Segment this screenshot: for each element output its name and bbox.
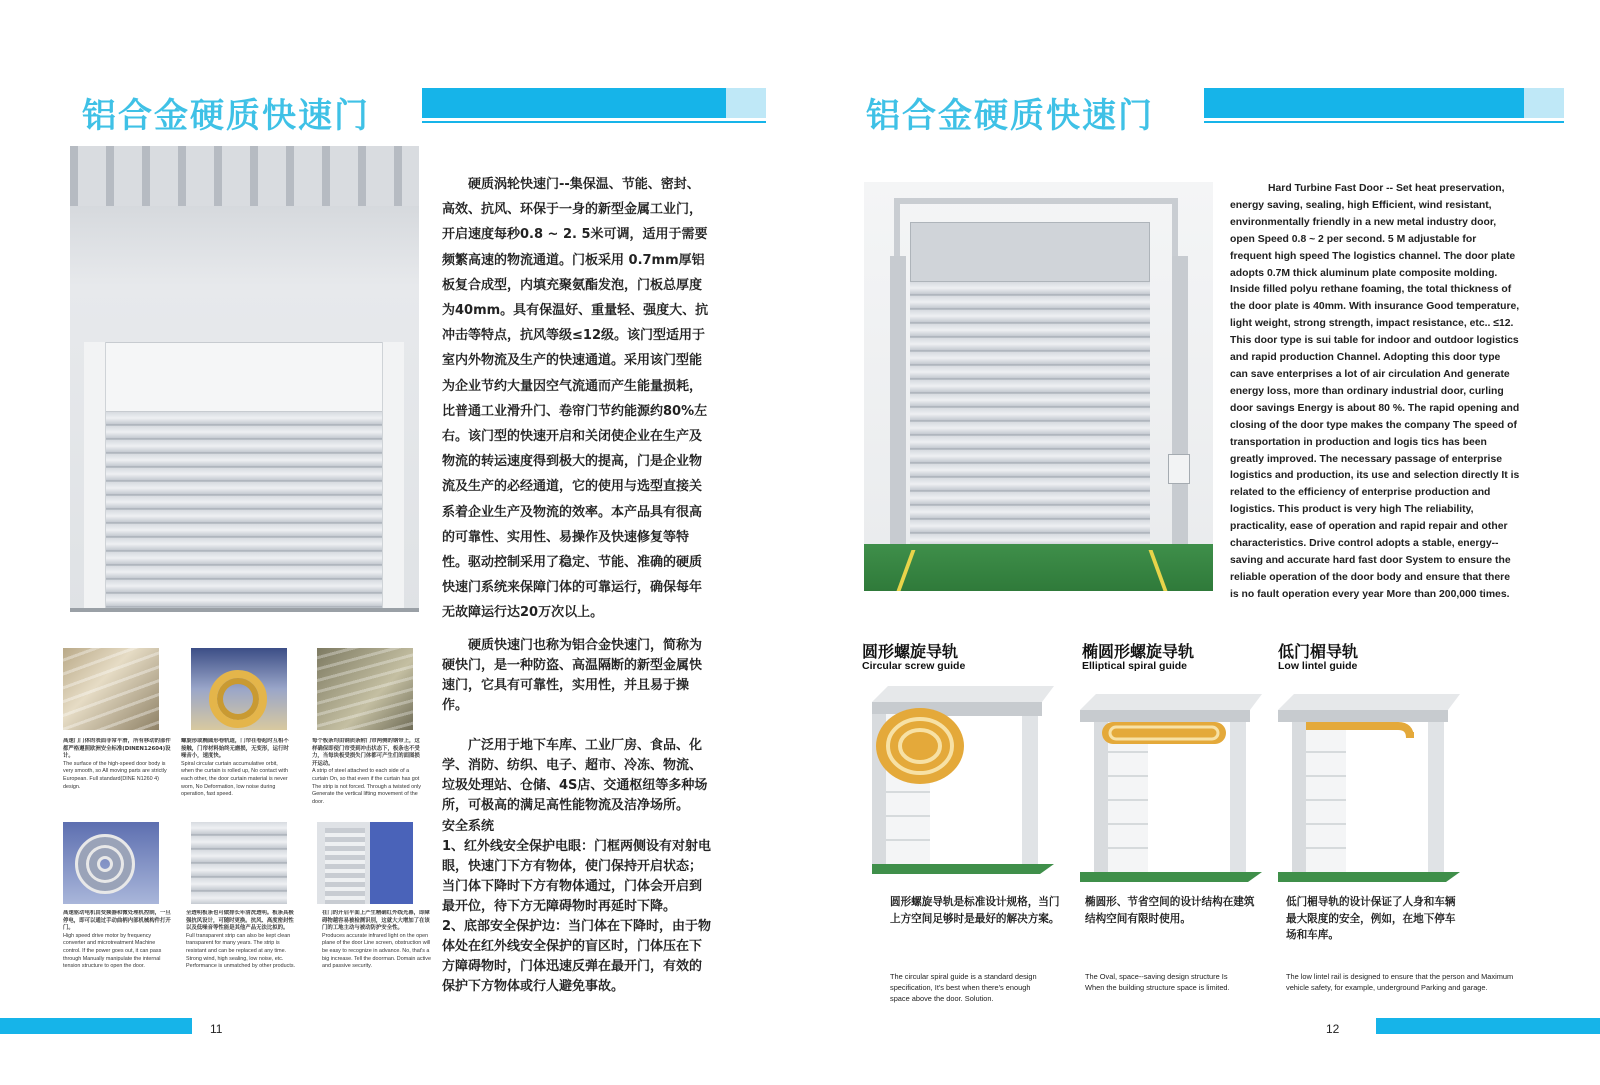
safety-item-1: 1、红外线安全保护电眼：门框两侧设有对射电眼，快速门下方有物体，使门保持开启状态；当门体下降时下方有物体通过，门体会开启到最开位，待下方无障碍物时再延时下降。 bbox=[442, 839, 712, 914]
page-12 bbox=[800, 0, 1600, 1085]
steel-frame-right bbox=[1172, 256, 1188, 546]
safety-item-2: 2、底部安全保护边：当门体在下降时，由于物体处在红外线安全保护的盲区时，门体压在下方障碍物时，门体迅速反弹在最开门，有效的保护下方物体或行人避免事故。 bbox=[442, 919, 712, 994]
intro-text bbox=[442, 172, 712, 626]
guide-subtitle-low-lintel: Low lintel guide bbox=[1278, 660, 1358, 672]
door-slats bbox=[910, 282, 1150, 544]
spiral-track-photo bbox=[191, 648, 287, 730]
steel-frame-left bbox=[890, 256, 906, 546]
footer-bar bbox=[0, 1018, 192, 1034]
frame-left-post bbox=[84, 342, 106, 612]
door-slats bbox=[106, 412, 382, 608]
ceiling-icon bbox=[70, 146, 419, 206]
door-panel-surface-photo bbox=[63, 648, 159, 730]
guide-subtitle-circular: Circular screw guide bbox=[862, 660, 966, 672]
title-accent-bar bbox=[422, 88, 766, 118]
safety-section bbox=[442, 817, 714, 997]
motor-drive-photo bbox=[63, 822, 159, 904]
title-accent-bar bbox=[1204, 88, 1564, 118]
floor-line bbox=[70, 608, 419, 612]
guide-title-circular: 圆形螺旋导轨 bbox=[862, 642, 959, 661]
circular-spiral-guide-diagram bbox=[872, 684, 1054, 874]
page-number: 12 bbox=[1326, 1022, 1340, 1036]
thumb-caption-6: 在门的开启平面上产生精确红外线光幕，即障碍物越容易被检测识别，这就大大增加了在该门的工地主动与被动防护安全性。 Produces accurate infrared light on the open plane of the door Line screen, obstruction will be easy to recognize in advance. No, that's a big increase. Tell the doorman. Domain active and passive security. bbox=[322, 910, 431, 970]
page-title: 铝合金硬质快速门 bbox=[82, 96, 370, 136]
guide-desc-en-elliptical: The Oval, space--saving design structure Is When the building structure space is limited. bbox=[1085, 972, 1230, 992]
thumb-caption-2: 螺旋形或椭圆形卷轨道，门帘在卷起时互相不接触，门帘材料始终无磨损，无变形，运行时噪音小，速度快。 Spiral circular curtain accumulative orbit, when the curtain is rolled up, No contact with each other, the door curtain material is never worn, No Deformation, low noise during operation, fast speed. bbox=[181, 738, 289, 798]
safety-heading: 安全系统 bbox=[442, 819, 495, 834]
transparent-strip-photo bbox=[191, 822, 287, 904]
control-box-icon bbox=[1168, 454, 1190, 484]
thumb-caption-5: 全透明板条也可做排长年清洗透明。板条具极强抗风设计，可随时更换。抗风、高度密封性以及低噪音等性能是其他产品无法比拟的。 Full transparent strip can also be kept clean transparent for many years. The strip is resistant and can be replaced at any time. Strong wind, high sealing, low noise, etc. Performance is unmatched by other products. bbox=[186, 910, 296, 970]
definition-paragraph: 硬质快速门也称为铝合金快速门，简称为硬快门，是一种防盗、高温隔断的新型金属快速门，它具有可靠性，实用性，并且易于操作。 bbox=[442, 638, 703, 713]
thumb-caption-4: 高速驱动电机由变频器和微处理机控制，一旦停电，即可以通过手动曲柄内部机械构件打开门。 High speed drive motor by frequency converter and microtreatment Machine control. If the power goes out, it can pass through Manually manipulate the internal tension structure to open the door. bbox=[63, 910, 171, 970]
intro-paragraph: 硬质涡轮快速门--集保温、节能、密封、高效、抗风、环保于一身的新型金属工业门，开启速度每秒0.8 ~ 2. 5米可调，适用于需要频繁高速的物流通道。门板采用 0.7mm厚铝板复合成型，内填充聚氨酯发泡，门板总厚度为40mm。具有保温好、重量轻、强度大、抗冲击等特点，抗风等级≤12级。该门型适用于室内外物流及生产的快速通道。采用该门型能为企业节约大量因空气流通而产生能量损耗，比普通工业滑升门、卷帘门节约能源约80%左右。该门型的快速开启和关闭使企业在生产及物流的转运速度得到极大的提高，门是企业物流及生产的必经通道，它的使用与选型直接关系着企业生产及物流的效率。本产品具有很高的可靠性、实用性、易操作及快速修复等特性。驱动控制采用了稳定、节能、准确的硬质快速门系统来保障门体的可靠运行，确保每年无故障运行达20万次以上。 bbox=[442, 177, 709, 621]
guide-desc-en-circular: The circular spiral guide is a standard design specification, It's best when there's enough space above the door. Solution. bbox=[890, 972, 1037, 1003]
low-lintel-guide-diagram bbox=[1278, 692, 1460, 882]
guide-desc-low-lintel: 低门楣导轨的设计保证了人身和车辆最大限度的安全，例如，在地下停车场和车库。 bbox=[1286, 896, 1456, 941]
door-header-box bbox=[88, 342, 400, 412]
door-header-box bbox=[910, 222, 1150, 282]
second-text-block bbox=[442, 636, 712, 816]
footer-bar bbox=[1376, 1018, 1600, 1034]
usage-paragraph: 广泛用于地下车库、工业厂房、食品、化学、消防、纺织、电子、超市、冷冻、物流、垃圾处理站、仓储、4S店、交通枢纽等多种场所，可极高的满足高性能物流及洁净场所。 bbox=[442, 738, 708, 813]
thumb-caption-1: 高速门门体的表面非常平滑，所有移动的部件都严格遵照欧洲安全标准(DINEN12604)设计。 The surface of the high-speed door body is very smooth, so All moving parts are strictly European. Full standard(DINE N1260 4) design. bbox=[63, 738, 171, 790]
guide-desc-circular: 圆形螺旋导轨是标准设计规格，当门上方空间足够时是最好的解决方案。 bbox=[890, 896, 1060, 925]
infrared-light-curtain-photo bbox=[317, 822, 413, 904]
main-door-photo bbox=[864, 182, 1213, 591]
english-description: Hard Turbine Fast Door -- Set heat preservation, energy saving, sealing, high Efficient, wind resistant, environmentally friendly in a new metal industry door, open Speed 0.8 ~ 2 per second. 5 M adjustable for frequent high speed The logistics channel. The door plate adopts 0.7M thick aluminum plate composite molding. Inside filled polyu rethane foaming, the total thickness of the door plate is 40mm. With insurance Good temperature, light weight, strong strength, impact resistance, etc.. ≤12. This door type is sui table for indoor and outdoor logistics and rapid production Channel. Adopting this door type can save enterprises a lot of air circulation And generate energy loss, more than ordinary industrial door, curling door savings Energy is about 80 %. The rapid opening and closing of the door type makes the company The speed of transportation in production and logis tics has been greatly improved. The necessary passage of enterprise logistics and production, its use and selection directly It is related to the efficiency of enterprise production and logistics. This product is very high The reliability, practicality, ease of operation and rapid repair and other characteristics. Drive control adopts a stable, energy--saving and accurate hard fast door System to ensure the reliable operation of the door body and ensure that there is no fault operation every year More than 200,000 times. bbox=[1230, 183, 1520, 600]
guide-title-low-lintel: 低门楣导轨 bbox=[1278, 642, 1359, 661]
guide-desc-en-low-lintel: The low lintel rail is designed to ensure that the person and Maximum vehicle safety, for example, underground Parking and garage. bbox=[1286, 972, 1514, 992]
frame-right-post bbox=[382, 342, 404, 612]
page-number: 11 bbox=[210, 1022, 223, 1036]
guide-desc-elliptical: 椭圆形、节省空间的设计结构在建筑结构空间有限时使用。 bbox=[1085, 896, 1255, 925]
guide-subtitle-elliptical: Elliptical spiral guide bbox=[1082, 660, 1188, 672]
main-door-photo bbox=[70, 146, 419, 612]
guide-title-elliptical: 椭圆形螺旋导轨 bbox=[1082, 642, 1195, 661]
elliptical-spiral-guide-diagram bbox=[1080, 692, 1262, 882]
steel-strip-photo bbox=[317, 648, 413, 730]
thumb-caption-3: 每个板条均由钢质条附门帘两侧的钢带上，这样确保即使门帘受到冲击状态下，板条也不受力，当每块板受损失门体都可产生们的面图损开运动。 A strip of steel attached to each side of a curtain On, so that even if the curtain has got The strip is not forced. Through a twisted only Generate the vertical lifting movement of the door. bbox=[312, 738, 421, 805]
page-title: 铝合金硬质快速门 bbox=[866, 96, 1154, 136]
